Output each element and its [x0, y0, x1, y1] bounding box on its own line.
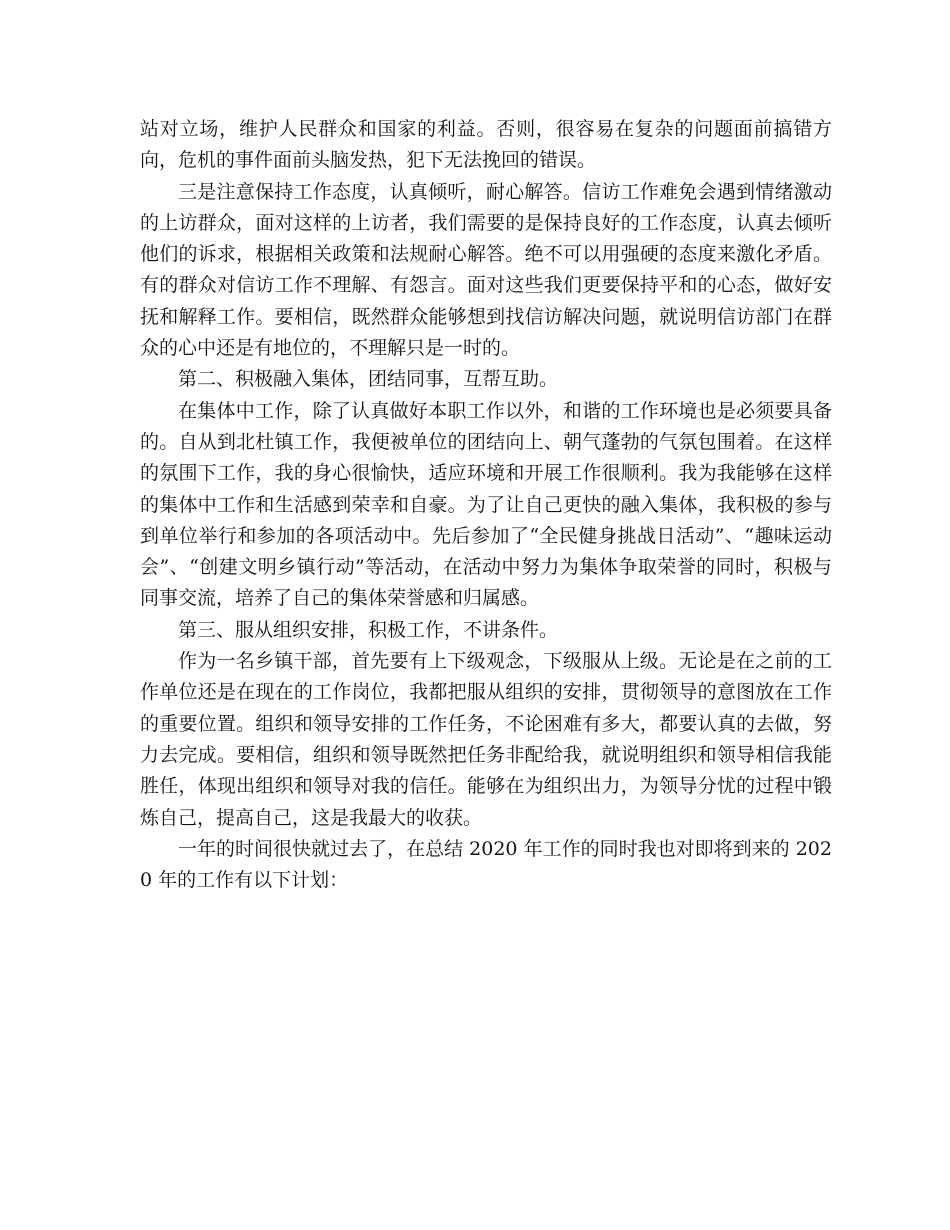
document-body: [140, 114, 832, 896]
paragraph-continuation: 站对立场，维护人民群众和国家的利益。否则，很容易在复杂的问题面前搞错方向，危机的事件面前头脑发热，犯下无法挽回的错误。: [140, 118, 832, 172]
section-heading-second: 第二、积极融入集体，团结同事，互帮互助。: [178, 368, 559, 391]
paragraph-work-attitude: 三是注意保持工作态度，认真倾听，耐心解答。信访工作难免会遇到情绪激动的上访群众，面对这样的上访者，我们需要的是保持良好的工作态度，认真去倾听他们的诉求，根据相关政策和法规耐心解答。绝不可以用强硬的态度来激化矛盾。有的群众对信访工作不理解、有怨言。面对这些我们更要保持平和的心态，做好安抚和解释工作。要相信，既然群众能够想到找信访解决问题，就说明信访部门在群众的心中还是有地位的，不理解只是一时的。: [140, 180, 832, 360]
section-heading-third: 第三、服从组织安排，积极工作，不讲条件。: [178, 618, 559, 641]
paragraph-collective: 在集体中工作，除了认真做好本职工作以外，和谐的工作环境也是必须要具备的。自从到北杜镇工作，我便被单位的团结向上、朝气蓬勃的气氛包围着。在这样的氛围下工作，我的身心很愉快，适应环境和开展工作很顺利。我为我能够在这样的集体中工作和生活感到荣幸和自豪。为了让自己更快的融入集体，我积极的参与到单位举行和参加的各项活动中。先后参加了“全民健身挑战日活动”、“趣味运动会”、“创建文明乡镇行动”等活动，在活动中努力为集体争取荣誉的同时，积极与同事交流，培养了自己的集体荣誉感和归属感。: [140, 399, 832, 610]
paragraph-summary-plan: 一年的时间很快就过去了，在总结 2020 年工作的同时我也对即将到来的 2020 年的工作有以下计划：: [140, 837, 832, 892]
paragraph-obey-organization: 作为一名乡镇干部，首先要有上下级观念，下级服从上级。无论是在之前的工作单位还是在现在的工作岗位，我都把服从组织的安排，贯彻领导的意图放在工作的重要位置。组织和领导安排的工作任务，不论困难有多大，都要认真的去做，努力去完成。要相信，组织和领导既然把任务非配给我，就说明组织和领导相信我能胜任，体现出组织和领导对我的信任。能够在为组织出力，为领导分忧的过程中锻炼自己，提高自己，这是我最大的收获。: [140, 650, 832, 829]
